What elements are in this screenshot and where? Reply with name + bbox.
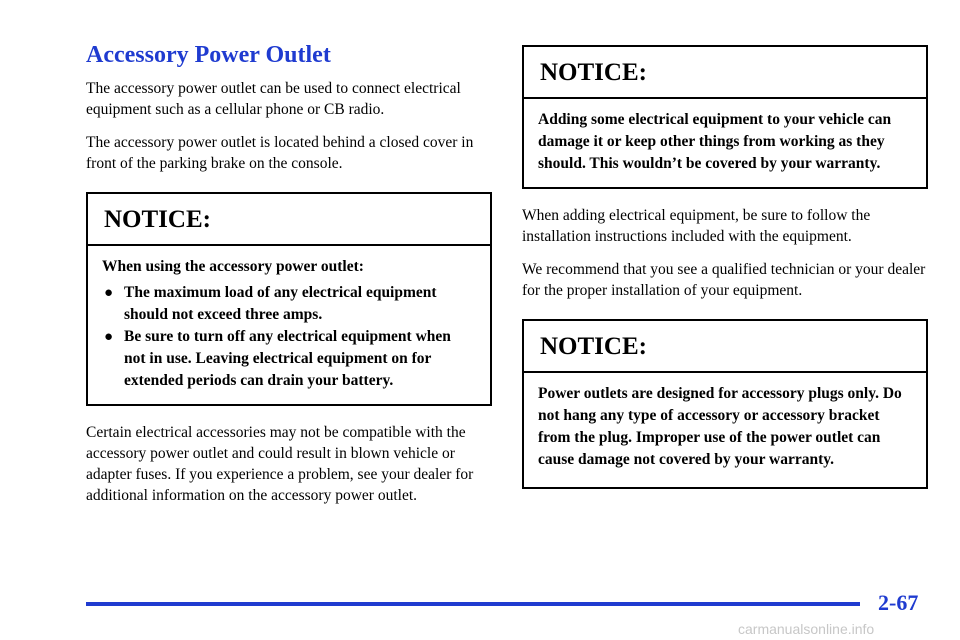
- location-paragraph: The accessory power outlet is located behind a closed cover in front of the parking brake on the console.: [86, 134, 474, 172]
- installation-paragraph: When adding electrical equipment, be sure to follow the installation instructions included with the equipment.: [522, 207, 871, 245]
- notice-body: Power outlets are designed for accessory plugs only. Do not hang any type of accessory or accessory bracket from the plug. Improper use of the power outlet can cause damage not covered by your warranty.: [538, 385, 902, 468]
- notice-heading: NOTICE:: [524, 47, 926, 99]
- bullet-text: The maximum load of any electrical equipment should not exceed three amps.: [124, 284, 437, 323]
- compatibility-paragraph: Certain electrical accessories may not be compatible with the accessory power outlet and could result in blown vehicle or adapter fuses. If you experience a problem, see your dealer for additional information on the accessory power outlet.: [86, 424, 474, 504]
- notice-box-plugs: [522, 319, 928, 489]
- intro-paragraph: The accessory power outlet can be used to connect electrical equipment such as a cellular phone or CB radio.: [86, 80, 461, 118]
- notice-intro: When using the accessory power outlet:: [102, 258, 364, 275]
- watermark-text: carmanualsonline.info: [738, 621, 875, 637]
- bullet-icon: ●: [104, 285, 114, 301]
- notice-heading: NOTICE:: [88, 194, 490, 246]
- notice-body: [88, 246, 490, 404]
- notice-bullet-item: [102, 282, 476, 326]
- bullet-icon: ●: [104, 329, 114, 345]
- footer-rule: [86, 602, 860, 606]
- notice-box-equipment: [522, 45, 928, 189]
- right-column: [522, 45, 928, 489]
- page-number: 2-67: [878, 590, 919, 615]
- left-column: [86, 40, 492, 518]
- notice-body: Adding some electrical equipment to your vehicle can damage it or keep other things from working as they should. This wouldn’t be covered by your warranty.: [538, 111, 892, 172]
- notice-heading: NOTICE:: [524, 321, 926, 373]
- section-title: Accessory Power Outlet: [86, 42, 331, 68]
- technician-paragraph: We recommend that you see a qualified technician or your dealer for the proper installation of your equipment.: [522, 261, 926, 299]
- notice-bullet-item: [102, 326, 476, 392]
- notice-box-usage: [86, 192, 492, 406]
- notice-bullet-list: [102, 282, 476, 392]
- bullet-text: Be sure to turn off any electrical equipment when not in use. Leaving electrical equipment on for extended periods can drain your battery.: [124, 328, 451, 389]
